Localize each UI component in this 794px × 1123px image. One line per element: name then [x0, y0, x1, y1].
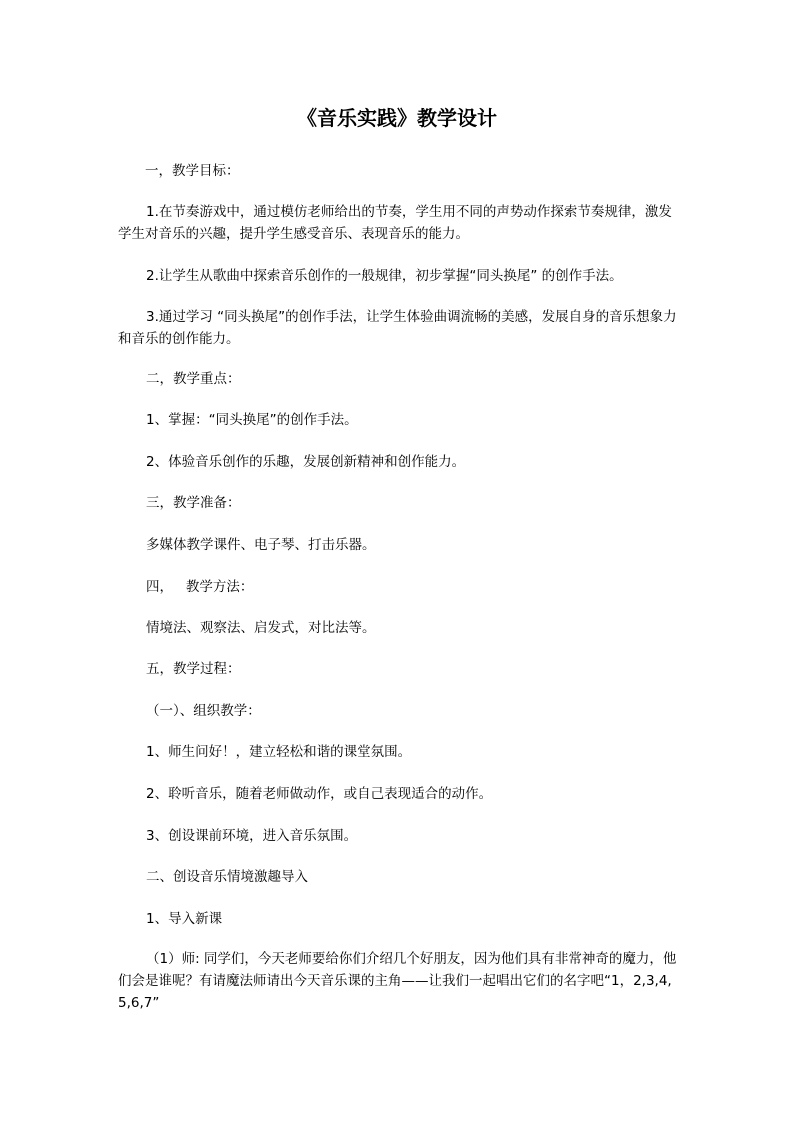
process-step-2: 2、聆听音乐，随着老师做动作，或自己表现适合的动作。 — [146, 786, 493, 802]
process-subheading-2: 二、创设音乐情境激趣导入 — [146, 869, 308, 885]
key-point-1: 1、掌握：“同头换尾”的创作手法。 — [146, 412, 358, 428]
teacher-dialogue-paragraph: （1）师: 同学们，今天老师要给你们介绍几个好朋友，因为他们具有非常神奇的魔力，他们会是谁呢？有请魔法师请出今天音乐课的主角——让我们一起唱出它们的名字吧“1，2,3,4,5,6,7” — [118, 951, 677, 1011]
process-step-1: 1、师生问好！，建立轻松和谐的课堂氛围。 — [146, 744, 412, 760]
process-step-intro: 1、导入新课 — [146, 911, 223, 927]
section-heading-objectives: 一，教学目标： — [145, 163, 240, 179]
preparation-text: 多媒体教学课件、电子琴、打击乐器。 — [146, 537, 376, 553]
process-subheading-1: （一）、组织教学： — [146, 703, 261, 719]
key-point-2: 2、体验音乐创作的乐趣，发展创新精神和创作能力。 — [146, 454, 466, 470]
objective-paragraph-2: 2.让学生从歌曲中探索音乐创作的一般规律，初步掌握“同头换尾” 的创作手法。 — [146, 268, 623, 284]
section-heading-preparation: 三，教学准备： — [146, 495, 241, 511]
section-heading-methods: 四， 教学方法： — [146, 579, 254, 595]
process-step-3: 3、创设课前环境，进入音乐氛围。 — [146, 828, 358, 844]
methods-text: 情境法、观察法、启发式，对比法等。 — [146, 620, 376, 636]
document-title: 《音乐实践》教学设计 — [297, 106, 497, 130]
objective-paragraph-1: 1.在节奏游戏中，通过模仿老师给出的节奏，学生用不同的声势动作探索节奏规律，激发学生对音乐的兴趣，提升学生感受音乐、表现音乐的能力。 — [118, 204, 672, 242]
objective-paragraph-3: 3.通过学习 “同头换尾”的创作手法，让学生体验曲调流畅的美感，发展自身的音乐想象力和音乐的创作能力。 — [118, 309, 677, 347]
section-heading-key-points: 二，教学重点： — [146, 371, 241, 387]
section-heading-process: 五，教学过程： — [146, 661, 241, 677]
